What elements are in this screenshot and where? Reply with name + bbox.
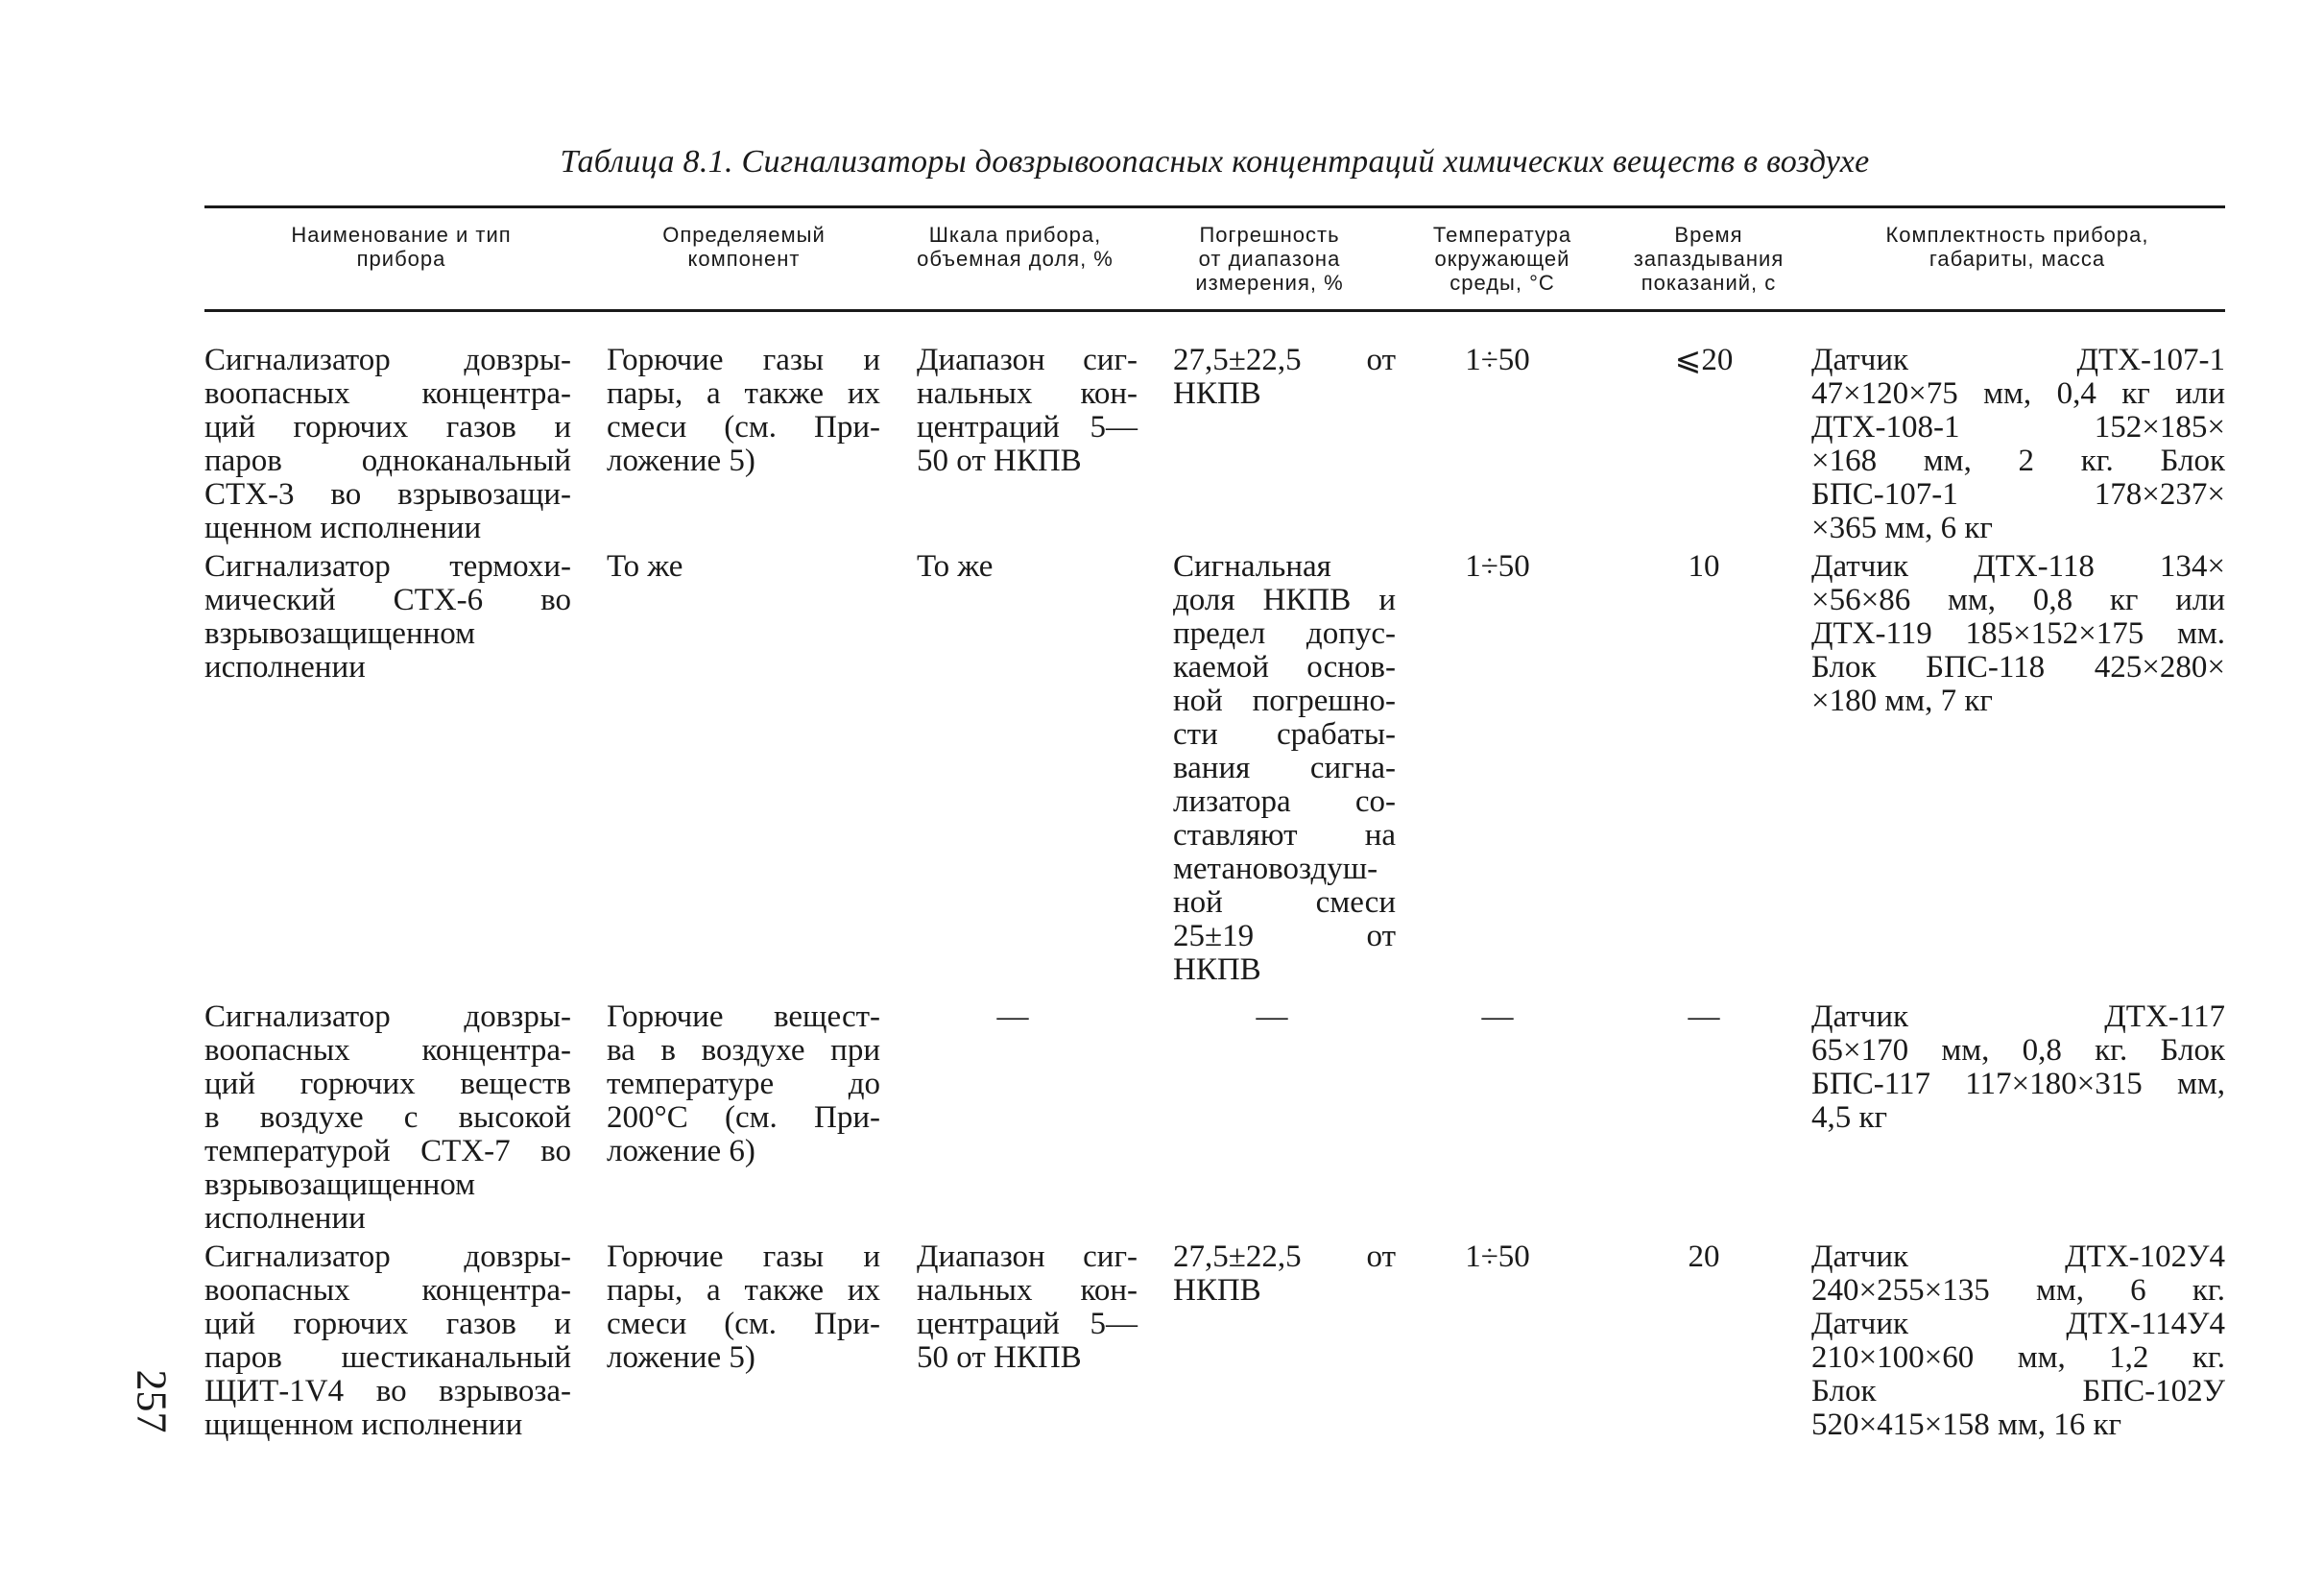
cell-line: То же	[917, 549, 994, 584]
cell-scale	[917, 550, 1138, 584]
column-header-line: показаний, с	[1641, 271, 1777, 295]
cell-kit	[1811, 550, 2225, 718]
column-header-line: Время	[1674, 223, 1743, 247]
cell-error	[1173, 1240, 1396, 1308]
cell-line: ×180 мм, 7 кг	[1811, 684, 1993, 718]
header-bottom-rule	[204, 309, 2225, 312]
cell-line: температурой СТХ-7 во	[204, 1134, 571, 1168]
column-header	[1397, 223, 1608, 295]
cell-line: НКПВ	[1173, 1273, 1261, 1308]
cell-line: ×365 мм, 6 кг	[1811, 511, 1993, 545]
cell-line: ной смеси	[1173, 885, 1396, 920]
cell-component	[607, 550, 880, 584]
cell-line: ДТХ-108-1 152×185×	[1811, 410, 2225, 445]
cell-line: ×168 мм, 2 кг. Блок	[1811, 444, 2225, 478]
column-header-line: Шкала прибора,	[928, 223, 1102, 247]
cell-scale	[917, 344, 1138, 478]
cell-scale	[917, 1240, 1138, 1375]
cell-line: Горючие вещест-	[607, 999, 880, 1034]
cell-line: То же	[607, 549, 683, 584]
cell-line: смеси (см. При-	[607, 410, 880, 445]
column-header-line: прибора	[356, 247, 446, 271]
column-header-line: Определяемый	[662, 223, 826, 247]
cell-error	[1173, 550, 1396, 987]
column-header	[1142, 223, 1397, 295]
cell-line: 520×415×158 мм, 16 кг	[1811, 1408, 2122, 1442]
cell-scale	[950, 1000, 1075, 1034]
cell-line: Горючие газы и	[607, 1239, 880, 1274]
cell-line: Сигнализатор довзры-	[204, 999, 571, 1034]
column-header-line: компонент	[687, 247, 801, 271]
cell-line: ций горючих веществ	[204, 1067, 571, 1101]
cell-line: 1÷50	[1465, 549, 1530, 584]
cell-line: смеси (см. При-	[607, 1307, 880, 1341]
cell-name	[204, 550, 571, 685]
column-header	[888, 223, 1142, 271]
cell-line: 20	[1688, 1239, 1720, 1274]
cell-kit	[1811, 1240, 2225, 1442]
cell-line: сти срабаты-	[1173, 717, 1396, 752]
cell-line: ×56×86 мм, 0,8 кг или	[1811, 583, 2225, 617]
header-top-rule	[204, 205, 2225, 208]
cell-line: 50 от НКПВ	[917, 444, 1082, 478]
cell-line: взрывозащищенном	[204, 616, 476, 651]
cell-line: Диапазон сиг-	[917, 1239, 1138, 1274]
cell-line: Горючие газы и	[607, 343, 880, 377]
cell-line: исполнении	[204, 1201, 366, 1236]
cell-error	[1210, 1000, 1334, 1034]
cell-temperature	[1416, 1240, 1579, 1274]
cell-line: Датчик ДТХ-102У4	[1811, 1239, 2225, 1274]
cell-temperature	[1416, 550, 1579, 584]
column-header-line: среды, °С	[1450, 271, 1555, 295]
cell-line: пары, а также их	[607, 1273, 880, 1308]
cell-line: воопасных концентра-	[204, 1273, 571, 1308]
cell-line: НКПВ	[1173, 376, 1261, 411]
cell-name	[204, 344, 571, 545]
cell-component	[607, 1240, 880, 1375]
cell-line: метановоздуш-	[1173, 852, 1378, 886]
cell-line: ций горючих газов и	[204, 1307, 571, 1341]
cell-line: Датчик ДТХ-118 134×	[1811, 549, 2225, 584]
column-header	[204, 223, 598, 271]
cell-line: паров одноканальный	[204, 444, 571, 478]
column-header	[600, 223, 888, 271]
column-header-line: Погрешность	[1199, 223, 1340, 247]
cell-delay	[1632, 1240, 1776, 1274]
cell-component	[607, 1000, 880, 1168]
cell-line: 47×120×75 мм, 0,4 кг или	[1811, 376, 2225, 411]
cell-kit	[1811, 344, 2225, 545]
cell-line: Сигнализатор довзры-	[204, 1239, 571, 1274]
cell-line: 25±19 от	[1173, 919, 1396, 953]
cell-line: воопасных концентра-	[204, 1033, 571, 1068]
cell-line: предел допус-	[1173, 616, 1396, 651]
cell-line: 1÷50	[1465, 343, 1530, 377]
cell-line: ложение 6)	[607, 1134, 755, 1168]
cell-line: температуре до	[607, 1067, 880, 1101]
cell-line: БПС-117 117×180×315 мм,	[1811, 1067, 2225, 1101]
cell-line: в воздухе с высокой	[204, 1100, 571, 1135]
cell-line: паров шестиканальный	[204, 1340, 571, 1375]
cell-line: Сигнализатор довзры-	[204, 343, 571, 377]
cell-temperature	[1416, 1000, 1579, 1034]
cell-line: СТХ-3 во взрывозащи-	[204, 477, 571, 512]
column-header-line: окружающей	[1434, 247, 1570, 271]
column-header-line: габариты, масса	[1929, 247, 2106, 271]
column-header-line: Температура	[1432, 223, 1572, 247]
cell-line: Датчик ДТХ-114У4	[1811, 1307, 2225, 1341]
cell-line: —	[1256, 999, 1288, 1034]
cell-line: воопасных концентра-	[204, 376, 571, 411]
cell-line: Датчик ДТХ-107-1	[1811, 343, 2225, 377]
cell-name	[204, 1000, 571, 1236]
cell-line: щищенном исполнении	[204, 1408, 523, 1442]
cell-line: Датчик ДТХ-117	[1811, 999, 2225, 1034]
cell-line: 4,5 кг	[1811, 1100, 1888, 1135]
cell-line: 1÷50	[1465, 1239, 1530, 1274]
cell-line: ДТХ-119 185×152×175 мм.	[1811, 616, 2225, 651]
column-header-line: запаздывания	[1633, 247, 1785, 271]
cell-line: нальных кон-	[917, 376, 1138, 411]
table-caption: Таблица 8.1. Сигнализаторы довзрывоопасных концентраций химических веществ в воздухе	[560, 144, 1870, 180]
cell-line: центраций 5—	[917, 1307, 1138, 1341]
cell-line: взрывозащищенном	[204, 1167, 476, 1202]
cell-line: БПС-107-1 178×237×	[1811, 477, 2225, 512]
cell-delay	[1632, 550, 1776, 584]
cell-line: —	[996, 999, 1029, 1034]
cell-line: —	[1688, 999, 1720, 1034]
cell-line: 200°С (см. При-	[607, 1100, 880, 1135]
cell-line: Сигнальная	[1173, 549, 1331, 584]
cell-line: 27,5±22,5 от	[1173, 1239, 1396, 1274]
cell-delay	[1632, 1000, 1776, 1034]
column-header-line: объемная доля, %	[917, 247, 1114, 271]
cell-line: Блок БПС-118 425×280×	[1811, 650, 2225, 685]
cell-line: лизатора со-	[1173, 784, 1396, 819]
cell-error	[1173, 344, 1396, 411]
cell-temperature	[1416, 344, 1579, 377]
column-header	[1608, 223, 1809, 295]
cell-line: ставляют на	[1173, 818, 1396, 853]
cell-line: 27,5±22,5 от	[1173, 343, 1396, 377]
cell-delay	[1632, 344, 1776, 377]
cell-line: каемой основ-	[1173, 650, 1396, 685]
column-header	[1809, 223, 2225, 271]
cell-line: 65×170 мм, 0,8 кг. Блок	[1811, 1033, 2225, 1068]
cell-name	[204, 1240, 571, 1442]
cell-line: мический СТХ-6 во	[204, 583, 571, 617]
cell-line: 10	[1688, 549, 1720, 584]
cell-line: ва в воздухе при	[607, 1033, 880, 1068]
column-header-line: Наименование и тип	[291, 223, 512, 247]
cell-line: Сигнализатор термохи-	[204, 549, 571, 584]
cell-line: 210×100×60 мм, 1,2 кг.	[1811, 1340, 2225, 1375]
cell-line: 50 от НКПВ	[917, 1340, 1082, 1375]
cell-line: пары, а также их	[607, 376, 880, 411]
cell-line: ⩽20	[1674, 343, 1734, 377]
cell-line: ложение 5)	[607, 444, 755, 478]
cell-line: НКПВ	[1173, 952, 1261, 987]
cell-line: нальных кон-	[917, 1273, 1138, 1308]
cell-line: вания сигна-	[1173, 751, 1396, 785]
column-header-line: от диапазона	[1198, 247, 1341, 271]
cell-component	[607, 344, 880, 478]
cell-line: ложение 5)	[607, 1340, 755, 1375]
cell-line: Блок БПС-102У	[1811, 1374, 2225, 1408]
cell-line: —	[1481, 999, 1514, 1034]
cell-line: Диапазон сиг-	[917, 343, 1138, 377]
cell-line: центраций 5—	[917, 410, 1138, 445]
cell-line: ной погрешно-	[1173, 684, 1396, 718]
cell-line: доля НКПВ и	[1173, 583, 1396, 617]
column-header-line: измерения, %	[1195, 271, 1344, 295]
cell-line: ЩИТ-1V4 во взрывоза-	[204, 1374, 571, 1408]
cell-line: исполнении	[204, 650, 366, 685]
cell-kit	[1811, 1000, 2225, 1135]
column-header-line: Комплектность прибора,	[1885, 223, 2149, 247]
cell-line: ций горючих газов и	[204, 410, 571, 445]
cell-line: 240×255×135 мм, 6 кг.	[1811, 1273, 2225, 1308]
cell-line: щенном исполнении	[204, 511, 482, 545]
